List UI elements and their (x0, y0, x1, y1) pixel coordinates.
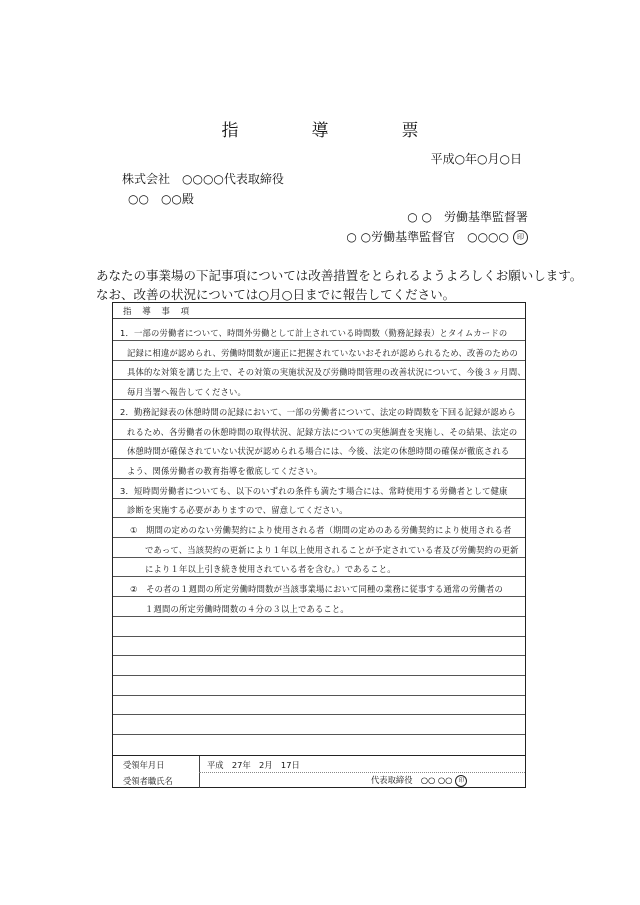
ruled-line (113, 360, 525, 361)
ruled-line (113, 379, 525, 380)
seal-icon: 印 (513, 230, 528, 245)
guidance-line: れるため、各労働者の休憩時間の取得状況、記録方法についての実態調査を実施し、その結果、法定の (127, 426, 518, 437)
ruled-line (113, 636, 525, 637)
guidance-line: 3．短時間労働者についても、以下のいずれの条件も満たす場合には、常時使用する労働者として健康 (120, 485, 508, 496)
guidance-line: 1．一部の労働者について、時間外労働として計上されている時間数（勤務記録表）とタイムカードの (120, 328, 508, 338)
representative-signature (371, 774, 467, 787)
ruled-line (113, 695, 525, 696)
recipient-line: ○○ ○○殿 (128, 192, 194, 206)
guidance-line: 毎月当署へ報告してください。 (127, 387, 246, 398)
receipt-date-value: 平成 27年 2月 17日 (207, 760, 300, 770)
guidance-line: により１年以上引き続き使用されている者を含む。）であること。 (145, 564, 396, 575)
guidance-line: よう、関係労働者の教育指導を徹底してください。 (127, 465, 323, 476)
guidance-line: ② その者の１週間の所定労働時間数が当該事業場において同種の業務に従事する通常の労働者の (130, 584, 504, 595)
ruled-line (113, 734, 525, 735)
document-title: 指 導 票 (221, 121, 447, 141)
ruled-line (113, 399, 525, 400)
ruled-line (113, 576, 525, 577)
receipt-footer (113, 755, 525, 788)
receipt-name-label: 受領者職氏名 (123, 776, 173, 786)
inspector-line (346, 228, 528, 245)
guidance-line: 診断を実施する必要がありますので、留意してください。 (127, 505, 348, 516)
issue-date: 平成○年○月○日 (430, 152, 522, 166)
guidance-line: ① 期間の定めのない労働契約により使用される者（期間の定めのある労働契約により使用される者 (130, 525, 512, 535)
guidance-line: であって、当該契約の更新により１年以上使用されることが予定されている者及び労働契約の更新 (145, 544, 519, 555)
guidance-line: １週間の所定労働時間数の４分の３以上であること。 (145, 603, 349, 614)
ruled-line (113, 675, 525, 676)
ruled-line (113, 714, 525, 715)
intro-line-2: なお、改善の状況については○月○日までに報告してください。 (96, 287, 456, 302)
ruled-line (113, 655, 525, 656)
intro-line-1: あなたの事業場の下記事項については改善措置をとられるようよろしくお願いします。 (96, 268, 583, 283)
company-line: 株式会社 ○○○○代表取締役 (122, 172, 284, 186)
office-line: ○ ○ 労働基準監督署 (407, 210, 528, 224)
ruled-line (113, 478, 525, 479)
seal-icon: 印 (455, 775, 467, 787)
ruled-line (113, 557, 525, 558)
guidance-line: 2．勤務記録表の休憩時間の記録において、一部の労働者について、法定の時間数を下回る記録が認めら (120, 406, 516, 417)
ruled-line (113, 498, 525, 499)
guidance-line: 具体的な対策を講じた上で、その対策の実施状況及び労働時間管理の改善状況について、今後３ヶ月間、 (127, 367, 526, 378)
ruled-line (113, 419, 525, 420)
ruled-line (113, 596, 525, 597)
form-header-row (113, 303, 525, 319)
representative-name: 代表取締役 ○○ ○○ (371, 775, 453, 785)
inspector-name: ○ ○労働基準監督官 ○○○○ (346, 230, 509, 244)
ruled-line (113, 517, 525, 518)
ruled-line (113, 340, 525, 341)
ruled-line (113, 439, 525, 440)
ruled-line (113, 537, 525, 538)
footer-row-divider (199, 772, 525, 773)
form-header-label: 指 導 事 項 (123, 307, 194, 317)
guidance-line: 記録に相違が認められ、労働時間数が適正に把握されていないおそれが認められるため、改善のための (127, 347, 519, 358)
ruled-line (113, 616, 525, 617)
receipt-date-label: 受領年月日 (123, 760, 165, 770)
ruled-line (113, 458, 525, 459)
guidance-form (112, 302, 526, 788)
guidance-line: 休憩時間が確保されていない状況が認められる場合には、今後、法定の休憩時間の確保が徹底される (127, 446, 510, 457)
